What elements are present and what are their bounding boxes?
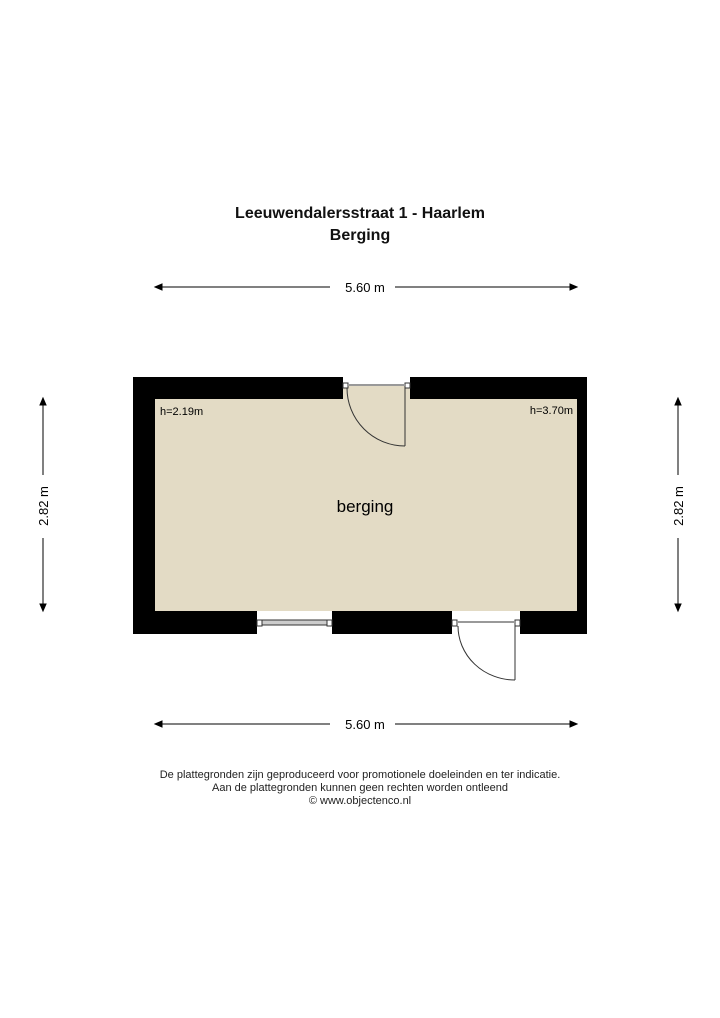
- ceiling-height-left: h=2.19m: [160, 406, 204, 418]
- door-bottom: [452, 620, 520, 680]
- ceiling-height-right: h=3.70m: [529, 405, 573, 417]
- dimension-right-label: 2.82 m: [671, 486, 686, 526]
- floor-title: Berging: [329, 227, 391, 244]
- dimension-bottom-label: 5.60 m: [345, 717, 385, 732]
- disclaimer-line-1: De plattegronden zijn geproduceerd voor promotionele doeleinden en ter indicatie.: [159, 769, 561, 781]
- dimension-left-label: 2.82 m: [36, 486, 51, 526]
- copyright-link[interactable]: © www.objectenco.nl: [308, 795, 412, 807]
- room-label: berging: [336, 497, 394, 516]
- address-title: Leeuwendalersstraat 1 - Haarlem: [235, 205, 485, 222]
- disclaimer-line-2: Aan de plattegronden kunnen geen rechten worden ontleend: [211, 782, 508, 794]
- dimension-top-label: 5.60 m: [345, 280, 385, 295]
- window-bottom: [257, 620, 332, 626]
